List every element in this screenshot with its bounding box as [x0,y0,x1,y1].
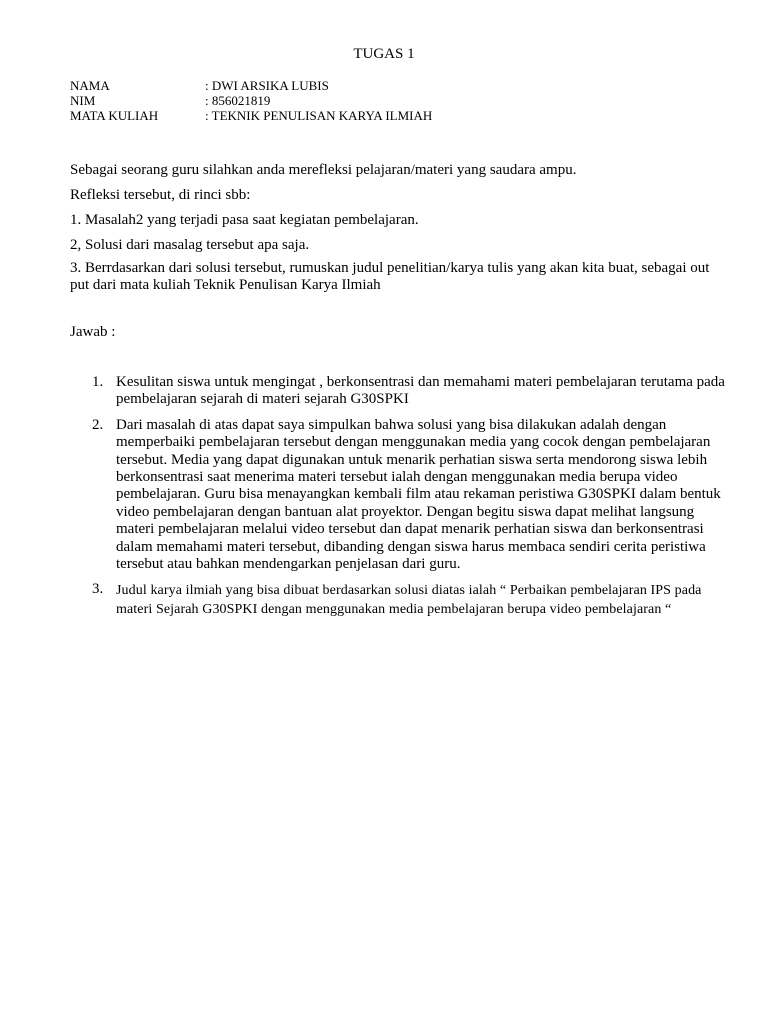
answer-number: 3. [92,581,104,598]
instruction-item-2: 2, Solusi dari masalag tersebut apa saja. [70,237,310,253]
answer-text: Dari masalah di atas dapat saya simpulkan bahwa solusi yang bisa dilakukan adalah dengan memperbaiki pembelajaran tersebut dengan menggunakan media yang cocok dengan pembelajaran tersebut. Media yang dapat digunakan untuk menarik perhatian siswa serta mendorong siswa lebih berkonsentrasi saat menerima materi tersebut ialah dengan menggunakan media berupa video pembelajaran. Guru bisa menayangkan kembali film atau rekaman peristiwa G30SPKI dalam bentuk video pembelajaran dengan bantuan alat proyektor. Dengan begitu siswa dapat melihat langsung materi pembelajaran melalui video tersebut dan dapat menarik perhatian siswa dan berkonsentrasi dalam memahami materi tersebut, dibanding dengan siswa harus membaca sendiri cerita peristiwa tersebut atau bahkan mendengarkan penjelasan dari guru. [116,416,721,573]
identity-row-nama [70,78,432,93]
identity-row-nim [70,93,432,108]
instruction-paragraph: Sebagai seorang guru silahkan anda merefleksi pelajaran/materi yang saudara ampu. [70,162,577,178]
instruction-item-3: 3. Berrdasarkan dari solusi tersebut, rumuskan judul penelitian/karya tulis yang akan kita buat, sebagai out put dari mata kuliah Teknik Penulisan Karya Ilmiah [70,260,710,293]
instruction-item-1: 1. Masalah2 yang terjadi pasa saat kegiatan pembelajaran. [70,212,419,228]
assignment-instructions [70,160,730,299]
identity-row-mata-kuliah [70,108,432,123]
identity-value: : 856021819 [205,93,271,108]
identity-value: : DWI ARSIKA LUBIS [205,78,329,93]
answer-heading: Jawab : [70,324,116,340]
answer-item-3 [92,581,732,619]
answer-text: Kesulitan siswa untuk mengingat , berkonsentrasi dan memahami materi pembelajaran terutama pada pembelajaran sejarah di materi sejarah G30SPKI [116,374,725,408]
answer-text: Judul karya ilmiah yang bisa dibuat berdasarkan solusi diatas ialah “ Perbaikan pembelajaran IPS pada materi Sejarah G30SPKI dengan menggunakan media pembelajaran berupa video pembelajaran “ [116,583,702,618]
answer-number: 1. [92,374,104,390]
document-title: TUGAS 1 [353,46,415,62]
instruction-paragraph: Refleksi tersebut, di rinci sbb: [70,187,251,203]
identity-value: : TEKNIK PENULISAN KARYA ILMIAH [205,108,433,123]
identity-table [70,78,432,123]
identity-label: MATA KULIAH [70,108,159,123]
answer-list [92,374,732,627]
identity-label: NIM [70,93,96,108]
answer-item-2 [92,417,732,574]
answer-item-1 [92,374,732,409]
answer-number: 2. [92,416,104,433]
identity-label: NAMA [70,78,110,93]
